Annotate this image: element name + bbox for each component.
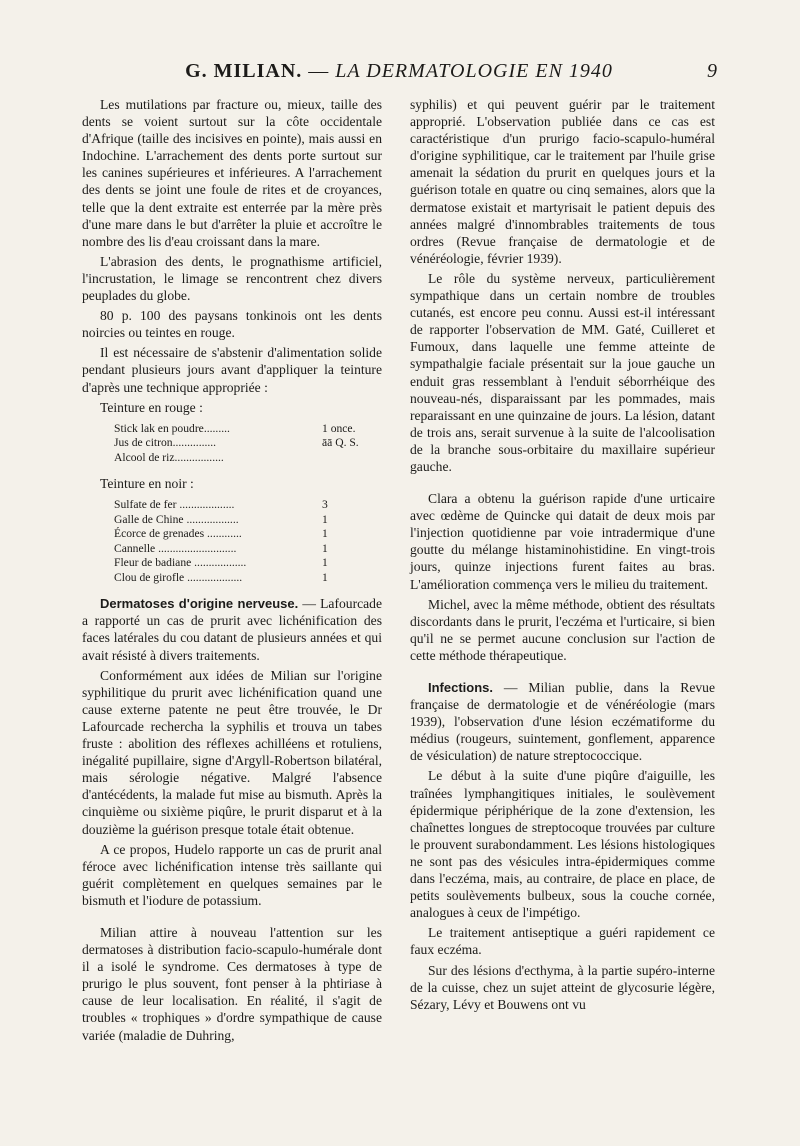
recipe-table-black <box>114 498 364 585</box>
header-separator: — <box>308 60 330 82</box>
recipe-ingredient: Alcool de riz................. <box>114 450 224 464</box>
paragraph-text: — Milian publie, dans la Revue française de dermatologie et de vénéréologie (mars 1939), l'observation d'une lésion eczématiforme du médius (rougeurs, suintement, gonflement, apparence de vésiculation) de nature streptococcique. <box>410 680 715 764</box>
spacer <box>410 667 715 679</box>
running-header <box>80 60 718 83</box>
recipe-quantity <box>314 451 364 466</box>
spacer <box>410 478 715 490</box>
recipe-row <box>114 513 364 528</box>
recipe-row <box>114 527 364 542</box>
recipe-row <box>114 451 364 466</box>
recipe-ingredient: Jus de citron............... <box>114 436 217 450</box>
paragraph: Clara a obtenu la guérison rapide d'une urticaire avec œdème de Quincke qui datait de deux mois par l'injection quotidienne par voie intradermique d'une goutte du mélange histaminohistidine. En vingt-trois jours, quinze injections furent faites au bras. L'amélioration commença vers le milieu du traitement. <box>410 491 715 592</box>
paragraph: Michel, avec la même méthode, obtient des résultats discordants dans le prurit, l'eczéma et l'urticaire, si bien qu'il ne se permet aucune conclusion sur l'action de cette méthode thérapeutique. <box>410 596 715 663</box>
recipe-table-red <box>114 422 364 466</box>
paragraph: syphilis) et qui peuvent guérir par le traitement approprié. L'observation publiée dans ce cas est caractéristique d'un prurigo facio-scapulo-huméral d'origine syphilitique, car le traitement par l'huile grise amenait la sédation du prurit en quelques jours et la guérison totale en quatre ou cinq semaines, alors que la dermatose existait et martyrisait le patient depuis des années malgré d'innombrables traitements de tous ordres (Revue française de dermatologie et de vénéréologie, février 1939). <box>410 97 715 266</box>
paragraph-text: — Lafourcade a rapporté un cas de prurit avec lichénification des faces latérales du cou datant de plusieurs années et qui avait résisté à divers traitements. <box>82 596 382 663</box>
recipe-ingredient: Stick lak en poudre......... <box>114 421 230 435</box>
recipe-label-red: Teinture en rouge : <box>100 399 203 415</box>
paragraph: Sur des lésions d'ecthyma, à la partie supéro-interne de la cuisse, chez un sujet atteint de glycosurie légère, Sézary, Lévy et Bouwens ont vu <box>410 962 715 1012</box>
paragraph: L'abrasion des dents, le prognathisme artificiel, l'incrustation, le limage se rencontrent chez divers peuplades du globe. <box>82 253 382 304</box>
recipe-quantity: 1 <box>322 570 328 584</box>
recipe-row <box>114 422 364 437</box>
recipe-quantity: 1 <box>322 541 328 555</box>
right-column <box>410 96 715 1016</box>
recipe-row <box>114 571 364 586</box>
section-heading: Dermatoses d'origine nerveuse. <box>100 596 299 612</box>
paragraph: 80 p. 100 des paysans tonkinois ont les dents noircies ou teintes en rouge. <box>82 308 382 341</box>
recipe-ingredient: Fleur de badiane .................. <box>114 556 247 570</box>
recipe-quantity: āā Q. S. <box>322 436 359 450</box>
paragraph: Il est nécessaire de s'abstenir d'alimentation solide pendant plusieurs jours avant d'appliquer la teinture d'après une technique appropriée : <box>82 345 382 395</box>
paragraph: Conformément aux idées de Milian sur l'origine syphilitique du prurit avec lichénification quand une cause externe patente ne peut être trouvée, le Dr Lafourcade rechercha la syphilis et trouva un tabes fruste : abolition des réflexes achilléens et rotuliens, inégalité pupillaire, signe d'Argyll-Robertson bilatéral, mais sérologie négative. Malgré l'absence d'antécédents, la malade fut mise au bismuth. Après la cinquième ou sixième piqûre, le prurit disparut et à la douzième la guérison presque totale était obtenue. <box>82 667 382 837</box>
paragraph: Les mutilations par fracture ou, mieux, taille des dents se voient surtout sur la côte occidentale d'Afrique (taille des incisives en pointe), mais aussi en Indochine. L'arrachement des dents porte surtout sur les canines supérieures et inférieures. A l'arrachement des dents se joint une foule de rites et de croyances, telle que la dent extraite est enterrée par la mère près d'une mare dans le but d'arrêter la pluie et accroître le nombre des lis d'eau croissant dans la mare. <box>82 97 382 249</box>
header-title: LA DERMATOLOGIE EN 1940 <box>335 60 613 82</box>
recipe-ingredient: Écorce de grenades ............ <box>114 527 242 541</box>
paragraph: Milian attire à nouveau l'attention sur les dermatoses à distribution facio-scapulo-humérale dont il a isolé le syndrome. Ces dermatoses à type de prurigo le plus souvent, font penser à la phtiriase à cause de leur localisation. En réalité, il s'agit de troubles « trophiques » d'ordre sympathique de cause variée (maladie de Duhring, <box>82 924 382 1043</box>
recipe-quantity: 3 <box>322 498 328 512</box>
spacer <box>82 912 382 924</box>
recipe-row <box>114 436 364 451</box>
section-paragraph <box>82 595 382 663</box>
recipe-ingredient: Cannelle ........................... <box>114 541 237 555</box>
page-number: 9 <box>707 60 718 82</box>
recipe-row <box>114 542 364 557</box>
recipe-quantity: 1 <box>322 556 328 570</box>
recipe-ingredient: Sulfate de fer ................... <box>114 498 235 512</box>
recipe-row <box>114 498 364 513</box>
section-heading: Infections. <box>428 680 494 695</box>
paragraph: Le traitement antiseptique a guéri rapidement ce faux eczéma. <box>410 925 715 958</box>
recipe-quantity: 1 <box>322 512 328 526</box>
recipe-label-black: Teinture en noir : <box>100 476 194 492</box>
paragraph: Le début à la suite d'une piqûre d'aiguille, les traînées lymphangitiques initiales, le soulèvement épidermique périphérique de la zone d'extension, les chaînettes longues de streptocoque trouvées par culture le prouvent surabondamment. Les lésions histologiques ne sont pas des vésicules intra-épidermiques comme dans l'eczéma, mais, au contraire, de place en place, de petits soulèvements bulbeux, sous la couche cornée, analogues à ceux de l'impétigo. <box>410 768 715 921</box>
paragraph: Le rôle du système nerveux, particulièrement sympathique dans un certain nombre de troubles cutanés, est encore peu connu. Aussi est-il intéressant de rapporter l'observation de MM. Gaté, Cuilleret et Fumoux, dans laquelle une femme atteinte de sympathalgie faciale présentait sur la joue gauche un enduit gras ressemblant à l'enduit séborrhéique des nouveau-nés, disparaissant par les pommades, mais reparaissant en une quinzaine de jours. La lésion, datant de trois ans, serait survenue à la suite de l'alcoolisation de la branche sous-orbitaire du maxillaire supérieur gauche. <box>410 270 715 474</box>
header-author: G. MILIAN. <box>185 60 303 82</box>
recipe-quantity: 1 once. <box>322 421 356 435</box>
recipe-quantity: 1 <box>322 527 328 541</box>
section-paragraph <box>410 679 715 764</box>
recipe-ingredient: Clou de girofle ................... <box>114 570 243 584</box>
recipe-ingredient: Galle de Chine .................. <box>114 512 239 526</box>
recipe-row <box>114 556 364 571</box>
left-column <box>82 96 382 1047</box>
paragraph: A ce propos, Hudelo rapporte un cas de prurit anal féroce avec lichénification intense très saillante qui guérit complètement en quelques semaines par le bismuth et l'iodure de potassium. <box>82 841 382 908</box>
